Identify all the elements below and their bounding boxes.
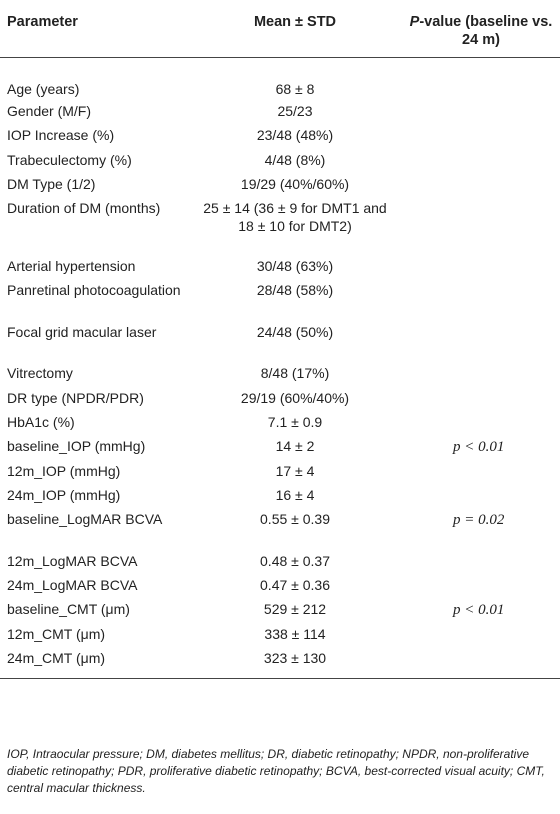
table-row [0,625,560,649]
cell-mean-std: 19/29 (40%/60%) [240,175,350,192]
cell-p-value [394,199,560,257]
cell-p-value [394,600,560,624]
cell-parameter: 24m_CMT (μm) [0,649,196,679]
table-footnote: IOP, Intraocular pressure; DM, diabetes mellitus; DR, diabetic retinopathy; NPDR, non-proliferative diabetic retinopathy; PDR, proliferative diabetic retinopathy; BCVA, best-corrected visual acuity; CMT, central macular thickness. [7,747,545,795]
cell-parameter: IOP Increase (%) [7,127,115,144]
table-row [0,389,560,413]
cell-parameter: HbA1c (%) [7,414,75,431]
cell-mean-std: 16 ± 4 [275,486,315,503]
cell-mean-std: 30/48 (63%) [256,258,334,275]
cell-mean-std: 0.47 ± 0.36 [260,577,330,594]
header-p-rest: -value (baseline vs. 24 m) [419,14,553,48]
table-row [0,576,560,600]
cell-parameter: DM Type (1/2) [7,175,96,192]
cell-mean-std: 23/48 (48%) [256,127,334,144]
cell-parameter: Panretinal photocoagulation [7,282,181,299]
cell-mean-std: 338 ± 114 [264,625,326,642]
cell-mean-std: 28/48 (58%) [256,282,334,299]
cell-p-value [394,151,560,175]
cell-p-value [394,389,560,413]
cell-parameter: 12m_IOP (mmHg) [7,462,121,479]
p-value-text: p < 0.01 [453,439,505,456]
cell-p-value [394,510,560,552]
cell-mean-std: 4/48 (8%) [264,151,326,168]
cell-p-value [394,437,560,461]
table-row [0,462,560,486]
cell-parameter: 24m_IOP (mmHg) [7,486,121,503]
table-row [0,364,560,388]
cell-mean-std: 8/48 (17%) [260,365,330,382]
table-row [0,151,560,175]
p-value-text: p < 0.01 [453,602,505,619]
cell-parameter: Duration of DM (months) [7,200,161,217]
cell-parameter: Focal grid macular laser [7,323,157,340]
cell-parameter: baseline_CMT (μm) [7,601,130,618]
table-row [0,175,560,199]
cell-p-value [394,323,560,365]
table-row [0,600,560,624]
cell-parameter: 12m_CMT (μm) [7,625,106,642]
cell-parameter: 12m_LogMAR BCVA [7,552,138,569]
cell-mean-std: 0.55 ± 0.39 [260,511,330,528]
cell-parameter: Age (years) [7,80,80,97]
cell-mean-std: 529 ± 212 [263,601,327,618]
cell-p-value [394,364,560,388]
header-p-value [394,0,560,57]
p-value-text: p = 0.02 [453,512,505,529]
cell-p-value [394,281,560,323]
cell-parameter: Vitrectomy [7,365,73,382]
cell-parameter: DR type (NPDR/PDR) [7,389,144,406]
header-p-italic: P [409,14,420,30]
cell-parameter: Trabeculectomy (%) [7,151,132,168]
cell-p-value [394,649,560,679]
cell-mean-std: 17 ± 4 [275,462,315,479]
table-row [0,257,560,281]
cell-parameter: 24m_LogMAR BCVA [7,577,138,594]
cell-parameter: Arterial hypertension [7,258,136,275]
cell-mean-std: 7.1 ± 0.9 [267,414,323,431]
cell-mean-std: 25/23 [277,103,313,119]
cell-p-value [394,126,560,150]
cell-p-value [394,257,560,281]
cell-mean-std: 0.48 ± 0.37 [260,552,330,569]
header-row [0,0,560,57]
table-row [0,552,560,576]
cell-p-value [394,486,560,510]
header-parameter: Parameter [0,0,196,57]
table-row [0,199,560,257]
cell-mean-std: 24/48 (50%) [256,323,334,340]
table-row [0,437,560,461]
cell-p-value [394,462,560,486]
table-row [0,649,560,679]
header-mean-std: Mean ± STD [196,0,394,57]
cell-p-value [394,625,560,649]
table-row [0,413,560,437]
table-row [0,281,560,323]
cell-p-value [394,576,560,600]
table-row [0,102,560,126]
cell-mean-std: 25 ± 14 (36 ± 9 for DMT1 and 18 ± 10 for DMT2) [203,200,387,235]
cell-parameter: baseline_IOP (mmHg) [7,438,146,455]
table-row [0,57,560,102]
cell-parameter: baseline_LogMAR BCVA [7,511,163,528]
cell-p-value [394,552,560,576]
cell-parameter: Gender (M/F) [7,103,92,119]
table-row [0,486,560,510]
table-row [0,126,560,150]
cell-p-value [394,57,560,102]
cell-p-value [394,102,560,126]
table-row [0,323,560,365]
cell-mean-std: 323 ± 130 [196,649,394,679]
cell-mean-std: 29/19 (60%/40%) [240,389,350,406]
table-header [0,0,560,57]
cell-mean-std: 68 ± 8 [275,80,315,97]
cell-p-value [394,175,560,199]
cell-mean-std: 14 ± 2 [275,438,315,455]
cell-p-value [394,413,560,437]
table-row [0,510,560,552]
table-body [0,57,560,679]
